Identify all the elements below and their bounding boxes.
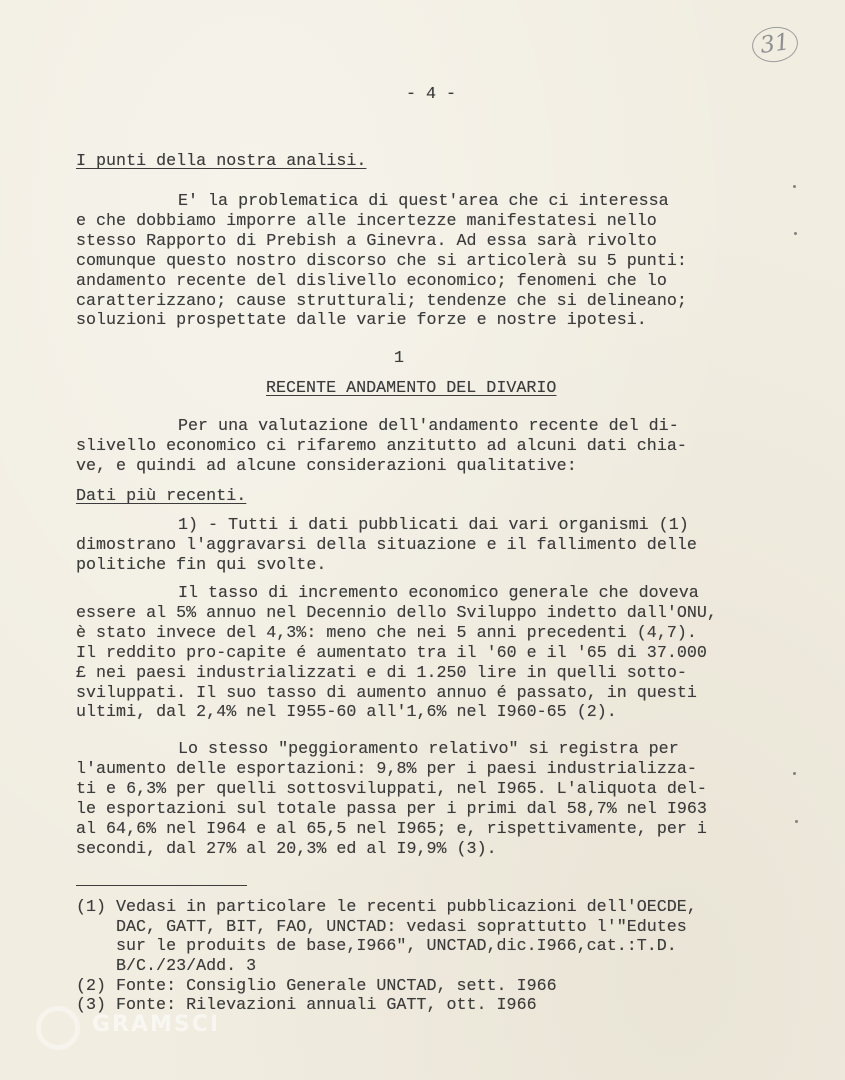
footnote-1 (76, 898, 697, 977)
section-number: 1 (394, 349, 405, 368)
footnote-text: Fonte: Consiglio Generale UNCTAD, sett. I966 (116, 977, 557, 996)
watermark: GRAMSCI (92, 1012, 221, 1037)
section-intro-paragraph: Per una valutazione dell'andamento recente del di- slivello economico ci rifaremo anzitutto ad alcuni dati chia- ve, e quindi ad alcune considerazioni qualitative: (76, 417, 687, 476)
paper-speck (794, 232, 797, 235)
paper-speck (795, 820, 798, 823)
paragraph-growth-rate: Il tasso di incremento economico generale che doveva essere al 5% annuo nel Decennio dello Sviluppo indetto dall'ONU, è stato invece del 4,3%: meno che nei 5 anni precedenti (4,7). Il reddito pro-capite é aumentato tra il '60 e il '65 di 37.000 £ nei paesi industrializzati e di 1.250 lire in quelli sotto- sviluppati. Il suo tasso di aumento annuo é passato, in questi ultimi, dal 2,4% nel I955-60 all'1,6% nel I960-65 (2). (76, 584, 717, 723)
watermark-logo (36, 1006, 80, 1050)
footnote-marker: (1) (76, 898, 107, 917)
page-number: - 4 - (406, 85, 457, 104)
footnote-marker: (2) (76, 977, 107, 996)
paragraph-data-point-1: 1) - Tutti i dati pubblicati dai vari organismi (1) dimostrano l'aggravarsi della situazione e il fallimento delle politiche fin qui svolte. (76, 516, 697, 575)
footnote-text: Fonte: Rilevazioni annuali GATT, ott. I966 (116, 996, 537, 1015)
paper-speck (793, 185, 796, 188)
footnote-rule (76, 885, 247, 886)
subheading-recent-data: Dati più recenti. (76, 487, 247, 506)
paragraph-exports: Lo stesso "peggioramento relativo" si registra per l'aumento delle esportazioni: 9,8% per i paesi industrializza- ti e 6,3% per quelli sottosviluppati, nel I965. L'aliquota del- le esportazioni sul totale passa per i primi dal 58,7% nel I963 al 64,6% nel I964 e al 65,5 nel I965; e, rispettivamente, per i secondi, dal 27% al 20,3% ed al I9,9% (3). (76, 740, 707, 859)
footnote-text: Vedasi in particolare le recenti pubblicazioni dell'OECDE, DAC, GATT, BIT, FAO, UNCTAD: vedasi soprattutto l'"Edutes sur le produits de base,I966", UNCTAD,dic.I966,cat.:T.D. B/C./23/Add. 3 (116, 898, 697, 977)
section-title: RECENTE ANDAMENTO DEL DIVARIO (266, 379, 557, 398)
intro-heading: I punti della nostra analisi. (76, 152, 367, 171)
paper-speck (793, 772, 796, 775)
handwritten-page-mark: 31 (750, 24, 800, 65)
intro-paragraph: E' la problematica di quest'area che ci interessa e che dobbiamo imporre alle incertezze manifestatesi nello stesso Rapporto di Prebish a Ginevra. Ad essa sarà rivolto comunque questo nostro discorso che si articolerà su 5 punti: andamento recente del dislivello economico; fenomeni che lo caratterizzano; cause strutturali; tendenze che si delineano; soluzioni prospettate dalle varie forze e nostre ipotesi. (76, 192, 687, 331)
footnote-2 (76, 977, 557, 997)
footnote-marker: (3) (76, 996, 107, 1015)
